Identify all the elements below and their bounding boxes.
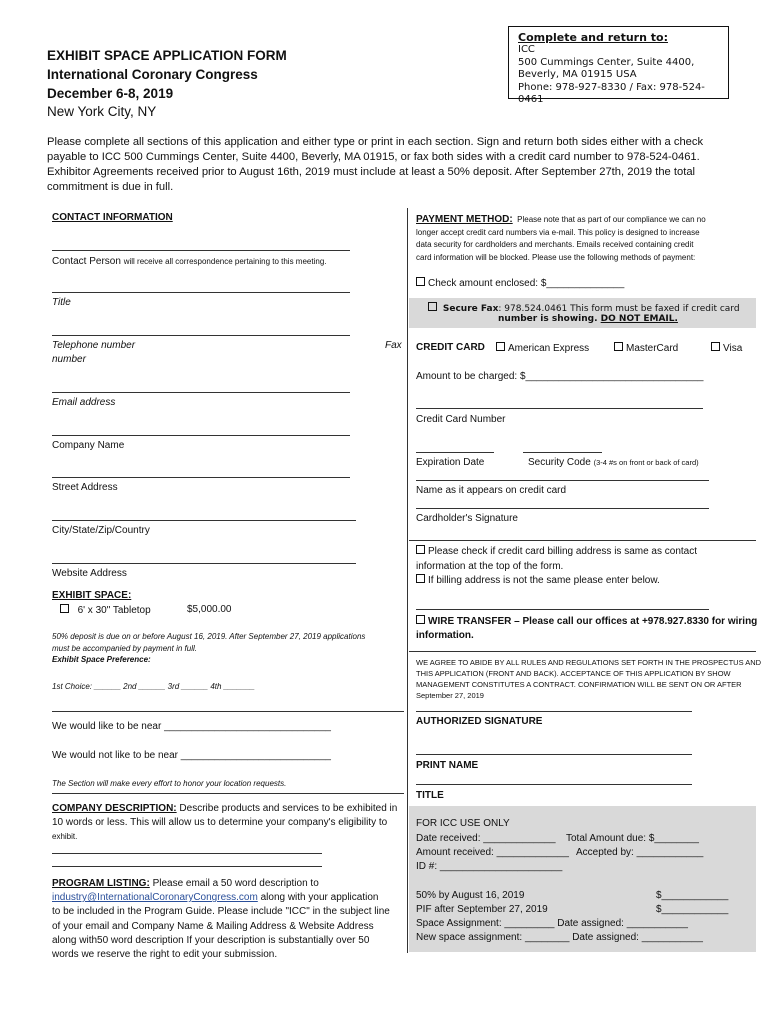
preference-label: Exhibit Space Preference:: [52, 655, 151, 664]
choices[interactable]: 1st Choice: ______ 2nd ______ 3rd ______ 4th _______: [52, 682, 255, 691]
agreement-line: September 27, 2019: [416, 691, 484, 700]
agreement-line: WE AGREE TO ABIDE BY ALL RULES AND REGULATIONS SET FORTH IN THE PROSPECTUS AND: [416, 658, 762, 667]
signature-line[interactable]: [416, 508, 709, 509]
agreement-text: [416, 657, 761, 701]
check-checkbox[interactable]: [416, 277, 425, 286]
credit-card-label: CREDIT CARD: [416, 342, 485, 353]
agreement-line: THIS APPLICATION (FRONT AND BACK). ACCEPTANCE OF THIS APPLICATION BY SHOW: [416, 669, 731, 678]
deposit-note-line: 50% deposit is due on or before August 16, 2019. After September 27, 2019 applications: [52, 632, 366, 641]
street-line[interactable]: [52, 477, 350, 478]
separator: [52, 793, 404, 794]
label: Contact Person: [52, 256, 121, 267]
print-name-label: PRINT NAME: [416, 760, 479, 771]
expiration-label: Expiration Date: [416, 457, 485, 468]
deposit-note: [52, 631, 365, 666]
total-due-field[interactable]: Total Amount due: $________: [566, 833, 699, 844]
city-label: City/State/Zip/Country: [52, 525, 150, 536]
wire-label: WIRE TRANSFER – Please call our offices at +978.927.8330 for wiring: [428, 616, 758, 627]
wire-option[interactable]: [416, 615, 757, 629]
mastercard-label: MasterCard: [626, 343, 679, 354]
title-line[interactable]: [52, 292, 350, 293]
secure-fax-label: Secure Fax: [442, 304, 499, 314]
fax-label: Fax: [385, 340, 402, 351]
accepted-by-field[interactable]: Accepted by: ____________: [576, 847, 704, 858]
pif-label: PIF after September 27, 2019: [416, 904, 548, 915]
event-name: International Coronary Congress: [47, 67, 258, 82]
effort-note: The Section will make every effort to honor your location requests.: [52, 779, 287, 788]
billing-address-line[interactable]: [416, 609, 709, 610]
signature-label: Cardholder's Signature: [416, 513, 518, 524]
label: Security Code: [528, 457, 591, 468]
return-line: Phone: 978-927-8330 / Fax: 978-524-0461: [518, 81, 705, 105]
description-line[interactable]: [52, 866, 322, 867]
visa-option[interactable]: [711, 342, 742, 354]
exhibit-heading: EXHIBIT SPACE:: [52, 590, 132, 601]
name-on-card-line[interactable]: [416, 480, 709, 481]
intro-line: payable to ICC 500 Cummings Center, Suite 4400, Beverly, MA 01915, or fax both sides with a credit card number to 978-524-0461.: [47, 151, 700, 163]
program-text: to be included in the Program Guide. Please include "ICC" in the subject line: [52, 906, 390, 918]
space-assignment-field[interactable]: Space Assignment: _________ Date assigned: ___________: [416, 918, 688, 929]
secure-fax-checkbox[interactable]: [428, 302, 437, 311]
check-label: Check amount enclosed: $______________: [428, 278, 625, 289]
separator: [409, 540, 756, 541]
icc-use-heading: FOR ICC USE ONLY: [416, 818, 510, 829]
tabletop-option[interactable]: [60, 604, 151, 616]
billing-diff-option[interactable]: [416, 574, 697, 589]
billing-options: [416, 545, 697, 589]
company-label: Company Name: [52, 440, 125, 451]
email-line[interactable]: [52, 392, 350, 393]
billing-diff-label: If billing address is not the same please enter below.: [428, 575, 660, 586]
agreement-line: MANAGEMENT CONSTITUTES A CONTRACT. CONFIRMATION WILL BE SENT ON OR AFTER: [416, 680, 742, 689]
program-text: Please email a 50 word description to: [152, 878, 319, 889]
billing-same-option[interactable]: [416, 545, 697, 560]
number-label: number: [52, 354, 86, 365]
return-line: Beverly, MA 01915 USA: [518, 69, 637, 80]
program-text: along with your application: [260, 892, 379, 904]
contact-person-note: will receive all correspondence pertaining to this meeting.: [123, 257, 327, 266]
title-label: Title: [52, 297, 71, 308]
pif-amount-field[interactable]: $____________: [656, 904, 729, 915]
separator: [409, 651, 756, 652]
security-note: (3-4 #s on front or back of card): [593, 458, 699, 467]
website-label: Website Address: [52, 568, 127, 579]
amount-charged-field[interactable]: Amount to be charged: $________________________________: [416, 371, 704, 382]
program-text: of your email and Company Name & Mailing Address & Website Address: [52, 920, 374, 932]
payment-method: [416, 212, 756, 264]
title-signature-line[interactable]: [416, 784, 692, 785]
return-line: ICC: [518, 44, 535, 55]
billing-same-label: Please check if credit card billing address is same as contact: [428, 546, 698, 557]
security-code-line[interactable]: [523, 452, 602, 453]
deposit-amount-field[interactable]: $____________: [656, 890, 729, 901]
cc-number-label: Credit Card Number: [416, 414, 506, 425]
payment-note: data security for cardholders and merchants. Emails received containing credit: [416, 240, 694, 249]
return-address-box: [508, 26, 729, 105]
name-on-card-label: Name as it appears on credit card: [416, 485, 567, 496]
amex-checkbox[interactable]: [496, 342, 505, 351]
authorized-signature-line[interactable]: [416, 711, 692, 712]
visa-checkbox[interactable]: [711, 342, 720, 351]
mastercard-option[interactable]: [614, 342, 678, 354]
payment-note: Please note that as part of our compliance we can no: [517, 215, 706, 224]
billing-diff-checkbox[interactable]: [416, 574, 425, 583]
amount-received-field[interactable]: Amount received: _____________: [416, 847, 569, 858]
visa-label: Visa: [723, 343, 743, 354]
billing-same-checkbox[interactable]: [416, 545, 425, 554]
secure-fax-line2: [498, 314, 678, 324]
secure-fax-text: : 978.524.0461 This form must be faxed if credit card: [498, 304, 740, 314]
authorized-signature-label: AUTHORIZED SIGNATURE: [416, 716, 543, 727]
program-text: words we reserve the right to edit your submission.: [52, 949, 278, 961]
company-desc-text: 10 words or less. This will allow us to determine your company's eligibility to: [52, 817, 388, 828]
return-line: 500 Cummings Center, Suite 4400,: [518, 56, 695, 68]
program-email-link[interactable]: industry@InternationalCoronaryCongress.com: [52, 892, 258, 904]
telephone-label: Telephone number: [52, 340, 136, 351]
company-desc-text: exhibit.: [52, 832, 78, 841]
secure-fax-line1: [428, 302, 740, 314]
separator: [52, 711, 404, 712]
deposit-label: 50% by August 16, 2019: [416, 890, 525, 901]
check-option[interactable]: [416, 277, 624, 289]
credit-card-row: [416, 342, 485, 353]
print-name-line[interactable]: [416, 754, 692, 755]
program-text: along with50 word description If your description is substantially over 50: [52, 934, 370, 946]
billing-same-label: information at the top of the form.: [416, 560, 564, 572]
payment-note: longer accept credit card numbers via e-mail. This policy is designed to increase: [416, 227, 700, 237]
tabletop-label: 6' x 30" Tabletop: [77, 605, 151, 616]
intro-text: [47, 135, 737, 195]
date-received-field[interactable]: Date received: _____________: [416, 833, 556, 844]
contact-person-line[interactable]: [52, 250, 350, 251]
tabletop-checkbox[interactable]: [60, 604, 69, 613]
contact-person-label: [52, 256, 327, 267]
secure-fax-text: number is showing.: [498, 314, 598, 324]
intro-line: commitment is due in full.: [47, 181, 174, 193]
event-dates: December 6-8, 2019: [47, 86, 174, 101]
description-line[interactable]: [52, 853, 322, 854]
telephone-line[interactable]: [52, 335, 350, 336]
payment-note: card information will be blocked. Please use the following methods of payment:: [416, 252, 696, 262]
new-space-field[interactable]: New space assignment: ________ Date assigned: ___________: [416, 932, 703, 943]
program-heading: PROGRAM LISTING:: [52, 878, 150, 889]
wire-checkbox[interactable]: [416, 615, 425, 624]
city-line[interactable]: [52, 520, 356, 521]
id-field[interactable]: ID #: ______________________: [416, 861, 563, 872]
title-signature-label: TITLE: [416, 790, 444, 801]
deposit-note-line: must be accompanied by payment in full.: [52, 643, 197, 653]
mastercard-checkbox[interactable]: [614, 342, 623, 351]
amex-option[interactable]: [496, 342, 589, 354]
email-label: Email address: [52, 397, 116, 408]
cc-number-line[interactable]: [416, 408, 703, 409]
security-code-label: [528, 457, 699, 468]
company-line[interactable]: [52, 435, 350, 436]
company-description: [52, 802, 404, 844]
expiration-line[interactable]: [416, 452, 494, 453]
company-desc-text: Describe products and services to be exhibited in: [179, 803, 398, 814]
intro-line: Please complete all sections of this application and either type or print in each section. Sign and return both sides either with a check: [47, 136, 704, 148]
amex-label: American Express: [508, 343, 590, 354]
form-title: EXHIBIT SPACE APPLICATION FORM: [47, 48, 287, 63]
return-box-title: Complete and return to:: [518, 31, 668, 44]
intro-line: Exhibitor Agreements received prior to August 16th, 2019 must include at least a 50% deposit. After September 27th, 2019 the total: [47, 166, 696, 178]
event-location: New York City, NY: [47, 104, 157, 119]
column-divider: [407, 208, 408, 953]
not-near-field[interactable]: We would not like to be near ___________________________: [52, 750, 331, 761]
payment-heading: PAYMENT METHOD:: [416, 214, 513, 225]
near-field[interactable]: We would like to be near ______________________________: [52, 721, 331, 732]
tabletop-price: $5,000.00: [187, 604, 232, 615]
wire-transfer: [416, 615, 757, 643]
return-box-address: [518, 44, 728, 107]
website-line[interactable]: [52, 563, 356, 564]
program-listing: [52, 877, 404, 962]
wire-label: information.: [416, 630, 474, 641]
secure-fax-warning: DO NOT EMAIL.: [600, 314, 678, 324]
contact-heading: CONTACT INFORMATION: [52, 212, 173, 223]
company-desc-heading: COMPANY DESCRIPTION:: [52, 803, 177, 814]
street-label: Street Address: [52, 482, 118, 493]
